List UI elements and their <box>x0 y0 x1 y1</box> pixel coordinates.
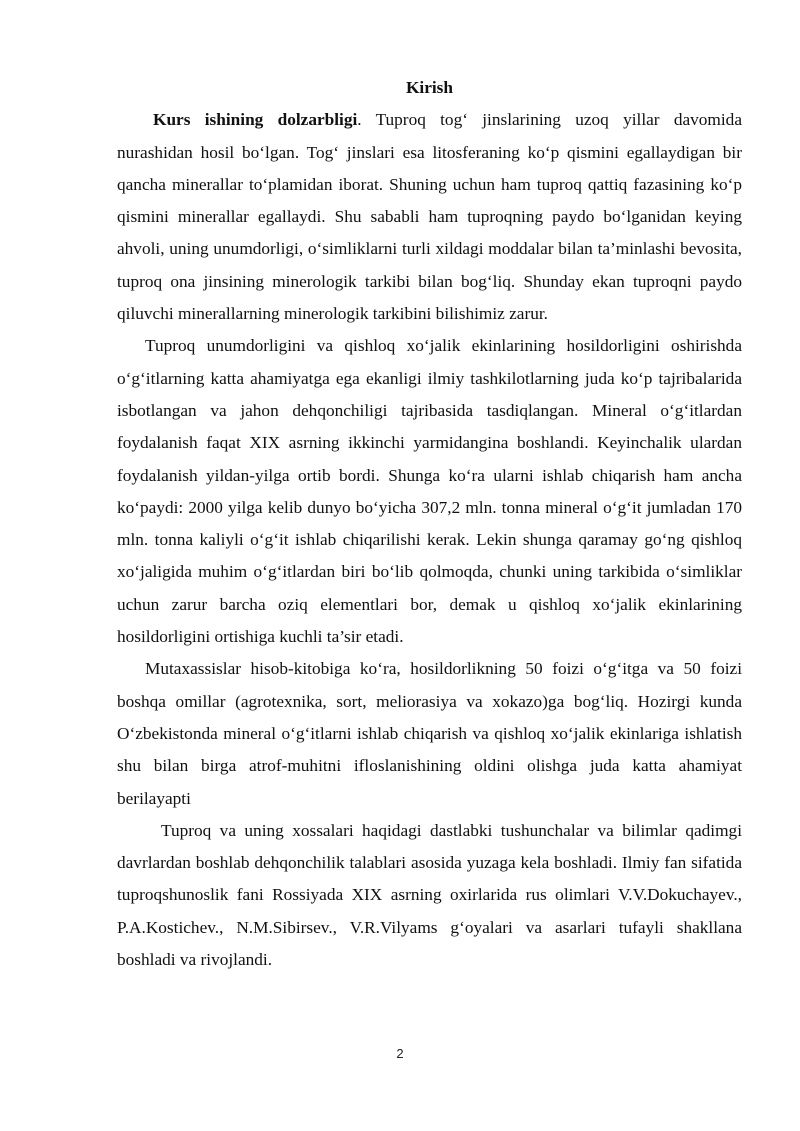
paragraph-3: Mutaxassislar hisob-kitobiga ko‘ra, hosildorlikning 50 foizi o‘g‘itga va 50 foizi boshqa omillar (agrotexnika, sort, meliorasiya va xokazo)ga bog‘liq. Hozirgi kunda O‘zbekistonda mineral o‘g‘itlarni ishlab chiqarish va qishloq xo‘jalik ekinlariga ishlatish shu bilan birga atrof-muhitni ifloslanishining oldini olishga juda katta ahamiyat berilayapti <box>117 659 742 808</box>
document-page <box>117 72 742 976</box>
paragraph-2: Tuproq unumdorligini va qishloq xo‘jalik ekinlarining hosildorligini oshirishda o‘g‘itlarning katta ahamiyatga ega ekanligi ilmiy tashkilotlarning juda ko‘p tajribalarida isbotlangan va jahon dehqonchiligi tajribasida tasdiqlangan. Mineral o‘g‘itlardan foydalanish faqat XIX asrning ikkinchi yarmidangina boshlandi. Keyinchalik ulardan foydalanish yildan-yilga ortib bordi. Shunga ko‘ra ularni ishlab chiqarish ham ancha ko‘paydi: 2000 yilga kelib dunyo bo‘yicha 307,2 mln. tonna mineral o‘g‘it jumladan 170 mln. tonna kaliyli o‘g‘it ishlab chiqarilishi kerak. Lekin shunga qaramay go‘ng qishloq xo‘jaligida muhim o‘g‘itlardan biri bo‘lib qolmoqda, chunki uning tarkibida o‘simliklar uchun zarur barcha oziq elementlari bor, demak u qishloq xo‘jalik ekinlarining hosildorligini ortishiga kuchli ta’sir etadi. <box>117 336 742 647</box>
paragraph-1-text: . Tuproq tog‘ jinslarining uzoq yillar davomida nurashidan hosil bo‘lgan. Tog‘ jinslari esa litosferaning ko‘p qismini egallaydigan bir qancha minerallar to‘plamidan iborat. Shuning uchun ham tuproq qattiq fazasining ko‘p qismini minerallar egallaydi. Shu sababli ham tuproqning paydo bo‘lganidan keying ahvoli, uning unumdorligi, o‘simliklarni turli xildagi moddalar bilan ta’minlashi bevosita, tuproq ona jinsining minerologik tarkibi bilan bog‘liq. Shunday ekan tuproqni paydo qiluvchi minerallarning minerologik tarkibini bilishimiz zarur. <box>117 110 742 324</box>
paragraph-lead-heading: Kurs ishining dolzarbligi <box>153 110 358 130</box>
paragraph-4: Tuproq va uning xossalari haqidagi dastlabki tushunchalar va bilimlar qadimgi davrlardan boshlab dehqonchilik talablari asosida yuzaga kela boshladi. Ilmiy fan sifatida tuproqshunoslik fani Rossiyada XIX asrning oxirlarida rus olimlari V.V.Dokuchayev., P.A.Kostichev., N.M.Sibirsev., V.R.Vilyams g‘oyalari va asarlari tufayli shakllana boshladi va rivojlandi. <box>117 820 742 970</box>
page-title: Kirish <box>405 78 454 97</box>
page-number: 2 <box>396 1046 404 1061</box>
paragraph-1 <box>117 104 742 330</box>
